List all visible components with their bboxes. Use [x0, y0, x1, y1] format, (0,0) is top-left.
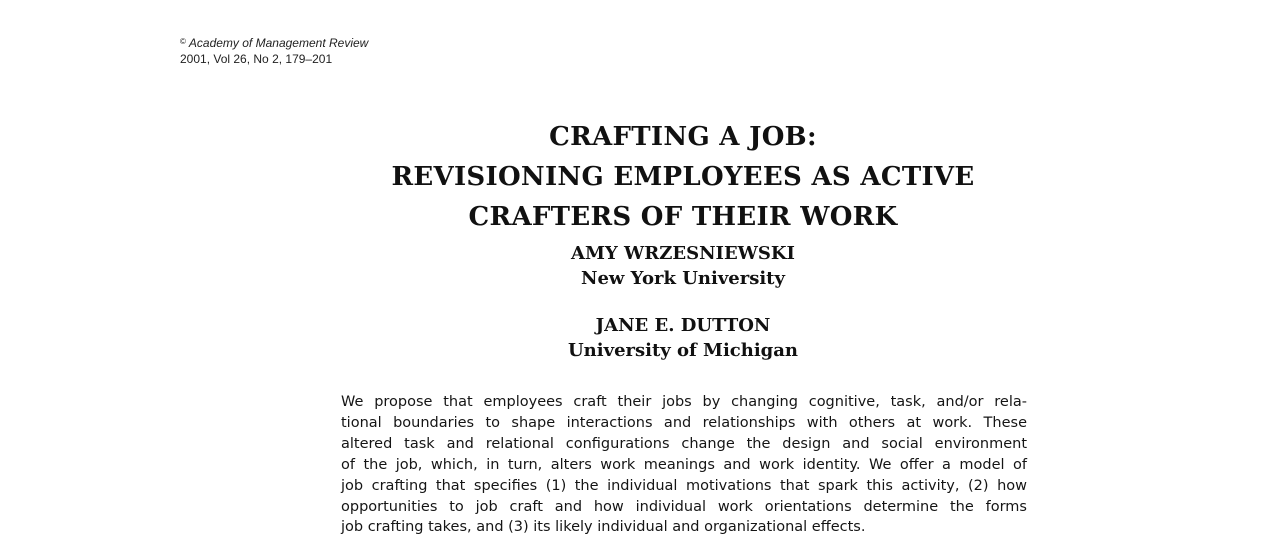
abstract [341, 392, 1027, 538]
abstract-line: tional boundaries to shape interactions and relationships with others at work. These [341, 414, 1027, 431]
author-entry [0, 313, 1280, 363]
author-block [0, 241, 1280, 385]
author-name: AMY WRZESNIEWSKI [571, 243, 795, 264]
abstract-line: We propose that employees craft their jobs by changing cognitive, task, and/or rela- [341, 394, 1027, 410]
author-name: JANE E. DUTTON [595, 315, 771, 336]
title-line: CRAFTING A JOB: [549, 122, 817, 152]
abstract-line: opportunities to job craft and how individual work orientations determine the forms [341, 498, 1027, 515]
author-entry [0, 241, 1280, 291]
journal-citation: 2001, Vol 26, No 2, 179–201 [180, 52, 333, 66]
journal-header [180, 34, 368, 67]
journal-name-line [180, 34, 368, 51]
article-title [0, 117, 1280, 237]
author-affiliation: University of Michigan [567, 340, 799, 361]
abstract-line: of the job, which, in turn, alters work meanings and work identity. We offer a model of [341, 456, 1027, 473]
author-affiliation: New York University [581, 268, 785, 289]
copyright-symbol: © [180, 37, 186, 46]
abstract-line: job crafting takes, and (3) its likely individual and organizational effects. [341, 519, 866, 536]
title-line: CRAFTERS OF THEIR WORK [468, 202, 898, 232]
abstract-line: job crafting that specifies (1) the individual motivations that spark this activity, (2) how [341, 477, 1027, 494]
journal-name: Academy of Management Review [188, 36, 369, 50]
abstract-line: altered task and relational configurations change the design and social environment [341, 435, 1027, 452]
title-line: REVISIONING EMPLOYEES AS ACTIVE [391, 162, 975, 192]
